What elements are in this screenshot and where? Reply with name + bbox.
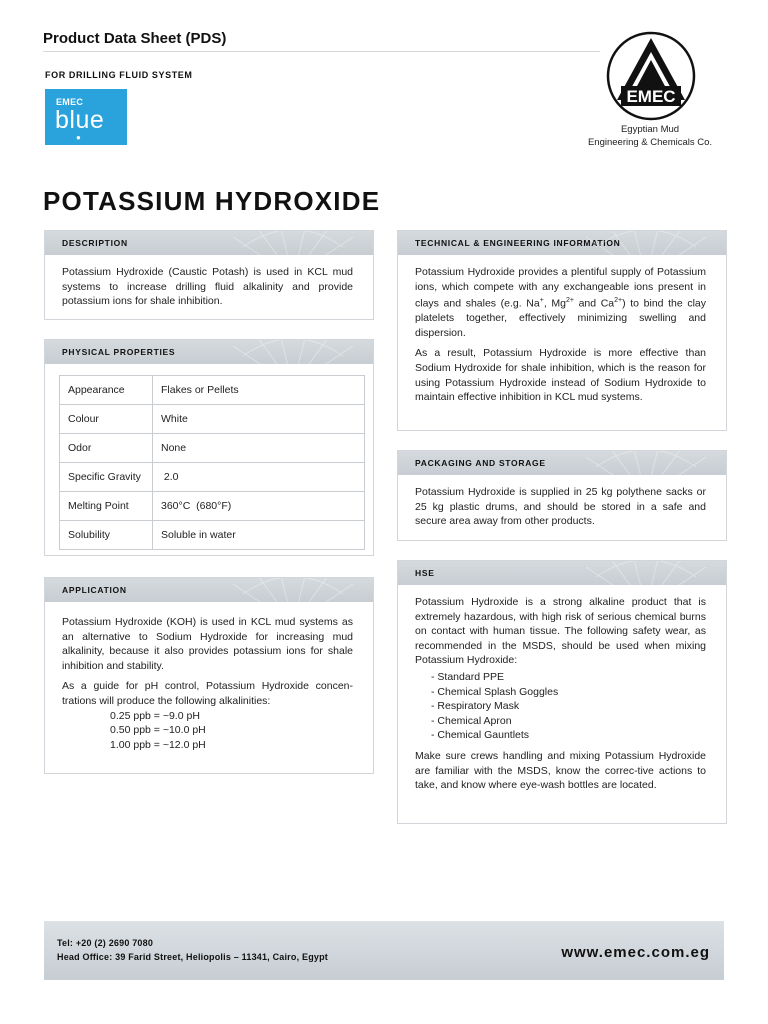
fan-decoration-icon [586, 451, 706, 475]
technical-paragraph-1: Potassium Hydroxide provides a plentiful supply of Potassium ions, which compete with any exchangeable ions present in clays and shales (e.g. Na+, $Mg^{2+}$ and $Ca^{2+}$) to bind the clay platelets together, effectively minimizing swelling and dispersion. [415, 266, 707, 339]
packaging-heading [398, 451, 726, 475]
company-line-2: Engineering & Chemicals Co. [587, 137, 713, 148]
application-paragraph-2: As a guide for pH control, Potassium Hydroxide concen-trations will produce the following alkalinities: [62, 680, 353, 707]
application-paragraph-1: Potassium Hydroxide (KOH) is used in KCL mud systems as an alternative to Sodium Hydroxide for increasing mud alkalinity, because it also provides potassium ions for shale inhibition and stability. [62, 616, 353, 672]
emec-blue-badge [45, 89, 127, 145]
property-key: Melting Point [60, 492, 153, 521]
property-value: Flakes or Pellets [153, 376, 365, 405]
property-key: Colour [60, 405, 153, 434]
property-key: Solubility [60, 521, 153, 550]
footer [44, 921, 724, 980]
property-key: Odor [60, 434, 153, 463]
technical-heading-text: TECHNICAL & ENGINEERING INFORMATION [415, 238, 621, 248]
technical-paragraph-2: As a result, Potassium Hydroxide is more effective than Sodium Hydroxide for shale inhibition, which is the reason for using Potassium Hydroxide instead of Sodium Hydroxide to maintain effective inhibition in KCL mud systems. [415, 347, 706, 404]
table-row [60, 434, 365, 463]
property-key: Specific Gravity [60, 463, 153, 492]
list-item: - Respiratory Mask [431, 700, 520, 713]
company-line-1: Egyptian Mud [620, 124, 680, 135]
header-subtitle: FOR DRILLING FLUID SYSTEM [45, 70, 193, 80]
table-row [60, 521, 365, 550]
technical-heading [398, 231, 726, 255]
table-row [60, 492, 365, 521]
application-heading-text: APPLICATION [62, 585, 127, 595]
product-title: POTASSIUM HYDROXIDE [43, 186, 381, 216]
safety-wear-list [415, 670, 706, 743]
physical-properties-heading-text: PHYSICAL PROPERTIES [62, 347, 176, 357]
table-row [60, 405, 365, 434]
hse-heading [398, 561, 726, 585]
technical-panel [397, 230, 727, 431]
list-item: - Chemical Splash Goggles [431, 685, 559, 698]
fan-decoration-icon [586, 561, 706, 585]
description-heading [45, 231, 373, 255]
packaging-text: Potassium Hydroxide is supplied in 25 kg polythene sacks or 25 kg plastic drums, and should be stored in a safe and secure area away from other products. [415, 486, 706, 528]
superscript: + [539, 297, 544, 305]
property-value: None [153, 434, 365, 463]
superscript: 2+ [565, 297, 574, 305]
packaging-heading-text: PACKAGING AND STORAGE [415, 458, 546, 468]
table-row [60, 463, 365, 492]
ph-line: 1.00 ppb = ~12.0 pH [110, 738, 206, 751]
fan-decoration-icon [233, 578, 353, 602]
logo-text: EMEC [626, 87, 676, 106]
hse-paragraph-1: Potassium Hydroxide is a strong alkaline product that is extremely hazardous, with high risk of serious chemical burns on contact with human tissue. The following safety wear, as recommended in the MSDS, should be used when mixing Potassium Hydroxide: [415, 596, 706, 667]
list-item: - Standard PPE [431, 670, 504, 683]
property-value: 360°C (680°F) [153, 492, 365, 521]
property-value: 2.0 [153, 463, 365, 492]
hse-paragraph-2: Make sure crews handling and mixing Potassium Hydroxide are familiar with the MSDS, know the correc-tive actions to take, and know where eye-wash bottles are located. [415, 749, 706, 792]
emec-logo [605, 30, 697, 122]
physical-properties-panel [44, 339, 374, 556]
badge-small-text: EMEC [56, 97, 84, 107]
application-panel [44, 577, 374, 774]
application-heading [45, 578, 373, 602]
ph-line: 0.25 ppb = ~9.0 pH [110, 709, 200, 722]
property-key: Appearance [60, 376, 153, 405]
ph-line: 0.50 ppb = ~10.0 pH [110, 724, 206, 737]
fan-decoration-icon [233, 340, 353, 364]
packaging-panel [397, 450, 727, 541]
badge-big-text: blue [55, 106, 105, 134]
footer-website-link[interactable]: www.emec.com.eg [561, 944, 710, 961]
properties-table [59, 375, 365, 550]
description-heading-text: DESCRIPTION [62, 238, 128, 248]
fan-decoration-icon [233, 231, 353, 255]
fan-decoration-icon [586, 231, 706, 255]
property-value: Soluble in water [153, 521, 365, 550]
footer-head-office: Head Office: 39 Farid Street, Heliopolis – 11341, Cairo, Egypt [57, 952, 328, 962]
footer-telephone: Tel: +20 (2) 2690 7080 [57, 938, 154, 948]
list-item: - Chemical Apron [431, 714, 512, 727]
drop-icon: ● [76, 133, 81, 142]
hse-panel [397, 560, 727, 824]
physical-properties-heading [45, 340, 373, 364]
description-text: Potassium Hydroxide (Caustic Potash) is used in KCL mud systems to increase drilling fluid alkalinity and provide potassium ions for shale inhibition. [62, 266, 353, 308]
superscript: 2+ [614, 297, 623, 305]
header-title: Product Data Sheet (PDS) [43, 30, 227, 47]
company-name [560, 123, 740, 149]
table-row [60, 376, 365, 405]
description-panel [44, 230, 374, 320]
header-rule [43, 51, 600, 52]
list-item: - Chemical Gauntlets [431, 729, 530, 742]
hse-heading-text: HSE [415, 568, 435, 578]
property-value: White [153, 405, 365, 434]
